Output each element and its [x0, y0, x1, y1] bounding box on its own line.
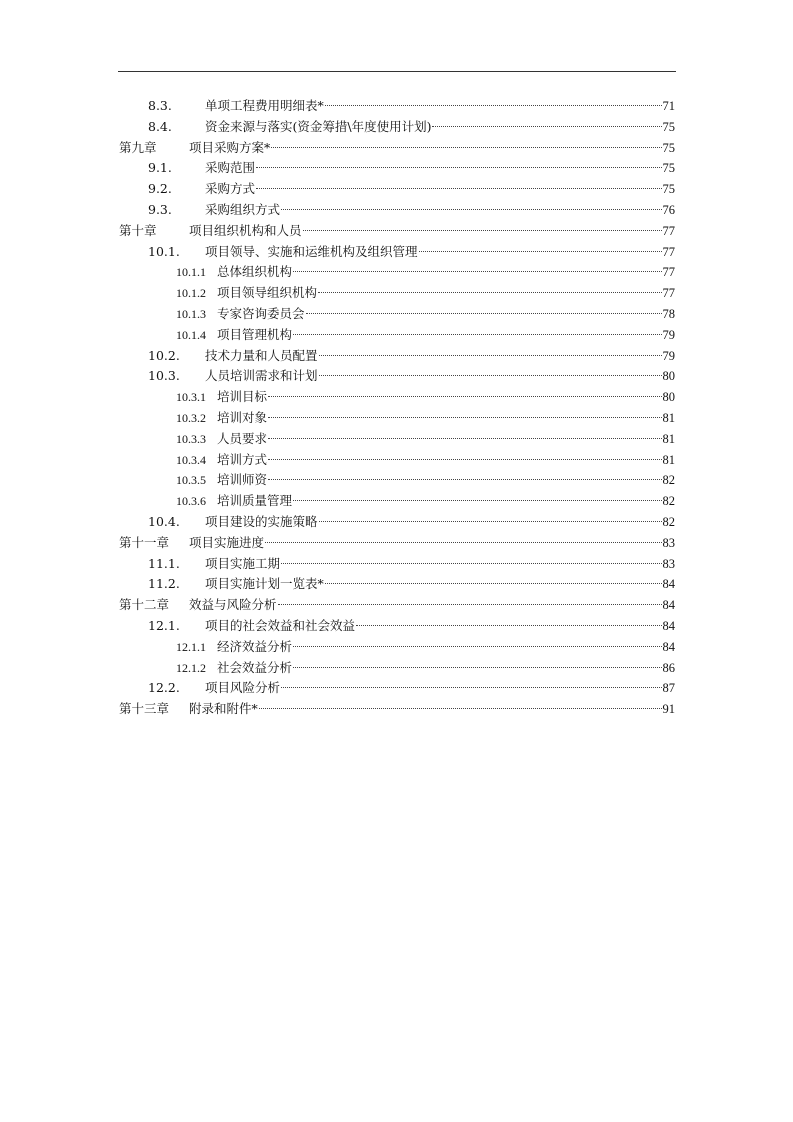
toc-entry[interactable] — [119, 158, 675, 179]
toc-entry-title: 项目领导组织机构 — [217, 285, 318, 301]
toc-entry-number: 10.1.2 — [176, 286, 206, 301]
toc-entry-title: 采购组织方式 — [205, 201, 281, 217]
toc-entry-number: 9.2. — [148, 181, 172, 197]
toc-entry[interactable] — [119, 221, 675, 242]
toc-entry-number: 10.2. — [148, 347, 180, 363]
toc-entry-title: 项目建设的实施策略 — [205, 513, 318, 529]
toc-entry-page-number: 82 — [662, 514, 675, 529]
header-rule — [118, 71, 676, 72]
dot-leader — [271, 147, 661, 148]
toc-entry[interactable] — [119, 512, 675, 533]
dot-leader — [319, 521, 662, 522]
toc-entry-page-number: 87 — [662, 681, 675, 696]
toc-entry[interactable] — [119, 387, 675, 408]
toc-entry-title: 培训方式 — [217, 451, 268, 467]
toc-entry[interactable] — [119, 200, 675, 221]
toc-entry-number: 10.3.1 — [176, 390, 206, 405]
toc-entry[interactable] — [119, 616, 675, 637]
toc-entry[interactable] — [119, 491, 675, 512]
toc-entry-number: 10.3.5 — [176, 473, 206, 488]
toc-entry[interactable] — [119, 429, 675, 450]
toc-entry-title: 项目采购方案* — [189, 139, 271, 155]
dot-leader — [293, 334, 661, 335]
toc-entry-title: 采购方式 — [205, 181, 256, 197]
dot-leader — [319, 355, 662, 356]
dot-leader — [278, 604, 662, 605]
toc-entry[interactable] — [119, 678, 675, 699]
dot-leader — [325, 583, 662, 584]
toc-entry-title: 技术力量和人员配置 — [205, 347, 318, 363]
toc-entry-page-number: 77 — [662, 244, 675, 259]
toc-entry-page-number: 84 — [662, 639, 675, 654]
toc-entry-page-number: 80 — [662, 390, 675, 405]
toc-entry[interactable] — [119, 637, 675, 658]
toc-entry[interactable] — [119, 595, 675, 616]
toc-entry[interactable] — [119, 470, 675, 491]
dot-leader — [268, 459, 661, 460]
dot-leader — [432, 126, 661, 127]
toc-entry-number: 12.1. — [148, 617, 180, 633]
toc-entry-title: 项目实施工期 — [205, 555, 281, 571]
toc-entry[interactable] — [119, 366, 675, 387]
table-of-contents — [119, 96, 675, 720]
dot-leader — [281, 563, 661, 564]
toc-entry-title: 项目的社会效益和社会效益 — [205, 617, 356, 633]
dot-leader — [303, 230, 662, 231]
toc-entry-page-number: 76 — [662, 202, 675, 217]
toc-entry-title: 采购范围 — [205, 160, 256, 176]
toc-entry-page-number: 91 — [662, 702, 675, 717]
toc-entry[interactable] — [119, 658, 675, 679]
toc-entry[interactable] — [119, 283, 675, 304]
toc-entry-number: 11.1. — [148, 555, 180, 571]
toc-entry-page-number: 77 — [662, 223, 675, 238]
dot-leader — [293, 500, 661, 501]
toc-entry-page-number: 71 — [662, 99, 675, 113]
toc-entry-page-number: 86 — [662, 660, 675, 675]
toc-entry[interactable] — [119, 554, 675, 575]
toc-entry-title: 项目实施进度 — [189, 534, 265, 550]
toc-entry-number: 10.1. — [148, 243, 180, 259]
toc-entry-number: 10.3. — [148, 368, 180, 384]
dot-leader — [268, 479, 661, 480]
toc-entry-page-number: 83 — [662, 535, 675, 550]
toc-entry-title: 培训目标 — [217, 389, 268, 405]
toc-entry-page-number: 77 — [662, 286, 675, 301]
toc-entry-page-number: 84 — [662, 598, 675, 613]
dot-leader — [306, 313, 662, 314]
toc-entry-number: 第九章 — [119, 139, 157, 155]
toc-entry-page-number: 81 — [662, 452, 675, 467]
toc-entry-number: 12.2. — [148, 680, 180, 696]
toc-entry-number: 9.1. — [148, 160, 172, 176]
dot-leader — [293, 646, 661, 647]
dot-leader — [256, 167, 661, 168]
dot-leader — [293, 667, 661, 668]
toc-entry-title: 附录和附件* — [189, 701, 258, 717]
toc-entry-page-number: 83 — [662, 556, 675, 571]
toc-entry-number: 12.1.1 — [176, 639, 206, 654]
toc-entry-title: 项目管理机构 — [217, 326, 293, 342]
toc-entry[interactable] — [119, 96, 675, 117]
toc-entry-page-number: 75 — [662, 119, 675, 134]
dot-leader — [268, 438, 661, 439]
dot-leader — [256, 188, 661, 189]
toc-entry-page-number: 82 — [662, 494, 675, 509]
toc-entry-number: 10.4. — [148, 513, 180, 529]
toc-entry-page-number: 75 — [662, 182, 675, 197]
dot-leader — [268, 396, 661, 397]
toc-entry[interactable] — [119, 117, 675, 138]
toc-entry-title: 人员要求 — [217, 430, 268, 446]
toc-entry-number: 第十一章 — [119, 534, 170, 550]
toc-entry-number: 第十二章 — [119, 597, 170, 613]
toc-entry-number: 9.3. — [148, 201, 172, 217]
dot-leader — [281, 687, 661, 688]
toc-entry-page-number: 79 — [662, 327, 675, 342]
dot-leader — [419, 251, 662, 252]
toc-entry[interactable] — [119, 325, 675, 346]
toc-entry-page-number: 80 — [662, 369, 675, 384]
toc-entry-number: 10.3.2 — [176, 410, 206, 425]
toc-entry-page-number: 79 — [662, 348, 675, 363]
toc-entry-number: 10.3.4 — [176, 452, 206, 467]
dot-leader — [293, 271, 661, 272]
toc-entry-title: 专家咨询委员会 — [217, 305, 305, 321]
toc-entry[interactable] — [119, 346, 675, 367]
toc-entry-title: 培训师资 — [217, 472, 268, 488]
toc-entry-page-number: 78 — [662, 306, 675, 321]
dot-leader — [319, 375, 662, 376]
toc-entry-title: 总体组织机构 — [217, 264, 293, 280]
toc-entry-number: 8.4. — [148, 118, 172, 134]
dot-leader — [265, 542, 661, 543]
toc-entry-page-number: 82 — [662, 473, 675, 488]
toc-entry-page-number: 81 — [662, 410, 675, 425]
dot-leader — [318, 292, 661, 293]
toc-entry-number: 10.1.3 — [176, 306, 206, 321]
toc-entry-title: 项目领导、实施和运维机构及组织管理 — [205, 243, 418, 259]
toc-entry[interactable] — [119, 138, 675, 159]
toc-entry[interactable] — [119, 262, 675, 283]
toc-entry-number: 10.1.4 — [176, 327, 206, 342]
dot-leader — [281, 209, 661, 210]
toc-entry-number: 第十三章 — [119, 701, 170, 717]
toc-entry-title: 社会效益分析 — [217, 659, 293, 675]
toc-entry-title: 效益与风险分析 — [189, 597, 277, 613]
toc-entry-page-number: 75 — [662, 161, 675, 176]
toc-entry-page-number: 84 — [662, 618, 675, 633]
toc-entry-title: 经济效益分析 — [217, 638, 293, 654]
toc-entry-title: 项目实施计划一览表* — [205, 576, 324, 592]
toc-entry-number: 11.2. — [148, 576, 180, 592]
toc-entry-number: 10.3.3 — [176, 431, 206, 446]
dot-leader — [268, 417, 661, 418]
toc-entry-number: 10.1.1 — [176, 265, 206, 280]
dot-leader — [325, 105, 662, 106]
toc-entry-title: 单项工程费用明细表* — [205, 98, 324, 113]
toc-entry-title: 项目组织机构和人员 — [189, 222, 302, 238]
dot-leader — [356, 625, 661, 626]
toc-entry-title: 项目风险分析 — [205, 680, 281, 696]
toc-entry-page-number: 81 — [662, 431, 675, 446]
toc-entry[interactable] — [119, 242, 675, 263]
toc-entry[interactable] — [119, 533, 675, 554]
toc-entry[interactable] — [119, 574, 675, 595]
toc-entry-title: 培训对象 — [217, 409, 268, 425]
toc-entry[interactable] — [119, 179, 675, 200]
toc-entry[interactable] — [119, 450, 675, 471]
dot-leader — [259, 708, 662, 709]
toc-entry-title: 人员培训需求和计划 — [205, 368, 318, 384]
toc-entry-number: 8.3. — [148, 98, 172, 113]
toc-entry-page-number: 84 — [662, 577, 675, 592]
toc-entry-title: 培训质量管理 — [217, 493, 293, 509]
toc-entry[interactable] — [119, 408, 675, 429]
toc-entry[interactable] — [119, 699, 675, 720]
toc-entry[interactable] — [119, 304, 675, 325]
toc-entry-page-number: 77 — [662, 265, 675, 280]
toc-entry-number: 12.1.2 — [176, 660, 206, 675]
toc-entry-number: 第十章 — [119, 222, 157, 238]
toc-entry-page-number: 75 — [662, 140, 675, 155]
toc-entry-title: 资金来源与落实(资金筹措\年度使用计划) — [205, 118, 432, 134]
toc-entry-number: 10.3.6 — [176, 494, 206, 509]
